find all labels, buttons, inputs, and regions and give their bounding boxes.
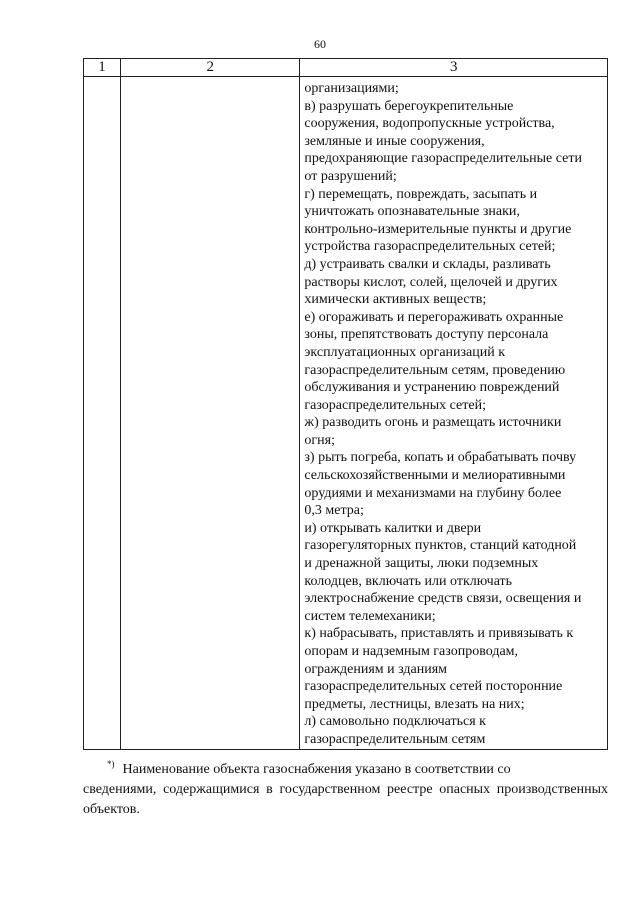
footnote-marker: *) — [107, 759, 115, 769]
table-header-row — [84, 59, 608, 77]
column-header-3: 3 — [300, 59, 608, 77]
cell-col2 — [121, 77, 300, 750]
footnote-line1: Наименование объекта газоснабжения указано в соответствии со — [122, 762, 511, 777]
column-header-1: 1 — [84, 59, 121, 77]
footnote-rest: сведениями, содержащимися в государственном реестре опасных производственных объектов. — [83, 782, 608, 817]
page-number: 60 — [314, 37, 326, 51]
document-table — [83, 58, 608, 750]
cell-col3 — [300, 77, 608, 750]
footnote-first-line — [83, 754, 608, 780]
footnote — [83, 754, 608, 820]
column-header-2: 2 — [121, 59, 300, 77]
prohibitions-list-text: организациями; в) разрушать берегоукрепительные сооружения, водопропускные устройства, земляные и иные сооружения, предохраняющие газораспределительные сети от разрушений; г) перемещать, повреждать, засыпать и уничтожать опознавательные знаки, контрольно-измерительные пункты и другие устройства газораспределительных сетей; д) устраивать свалки и склады, разливать растворы кислот, солей, щелочей и других химически активных веществ; е) огораживать и перегораживать охранные зоны, препятствовать доступу персонала эксплуатационных организаций к газораспределительным сетям, проведению обслуживания и устранению повреждений газораспределительных сетей; ж) разводить огонь и размещать источники огня; з) рыть погреба, копать и обрабатывать почву сельскохозяйственными и мелиоративными орудиями и механизмами на глубину более 0,3 метра; и) открывать калитки и двери газорегуляторных пунктов, станций катодной и дренажной защиты, люки подземных колодцев, включать или отключать электроснабжение средств связи, освещения и систем телемеханики; к) набрасывать, приставлять и привязывать к опорам и надземным газопроводам, ограждениям и зданиям газораспределительных сетей посторонние предметы, лестницы, влезать на них; л) самовольно подключаться к газораспределительным сетям — [304, 81, 582, 747]
cell-col1 — [84, 77, 121, 750]
table-row — [84, 77, 608, 750]
